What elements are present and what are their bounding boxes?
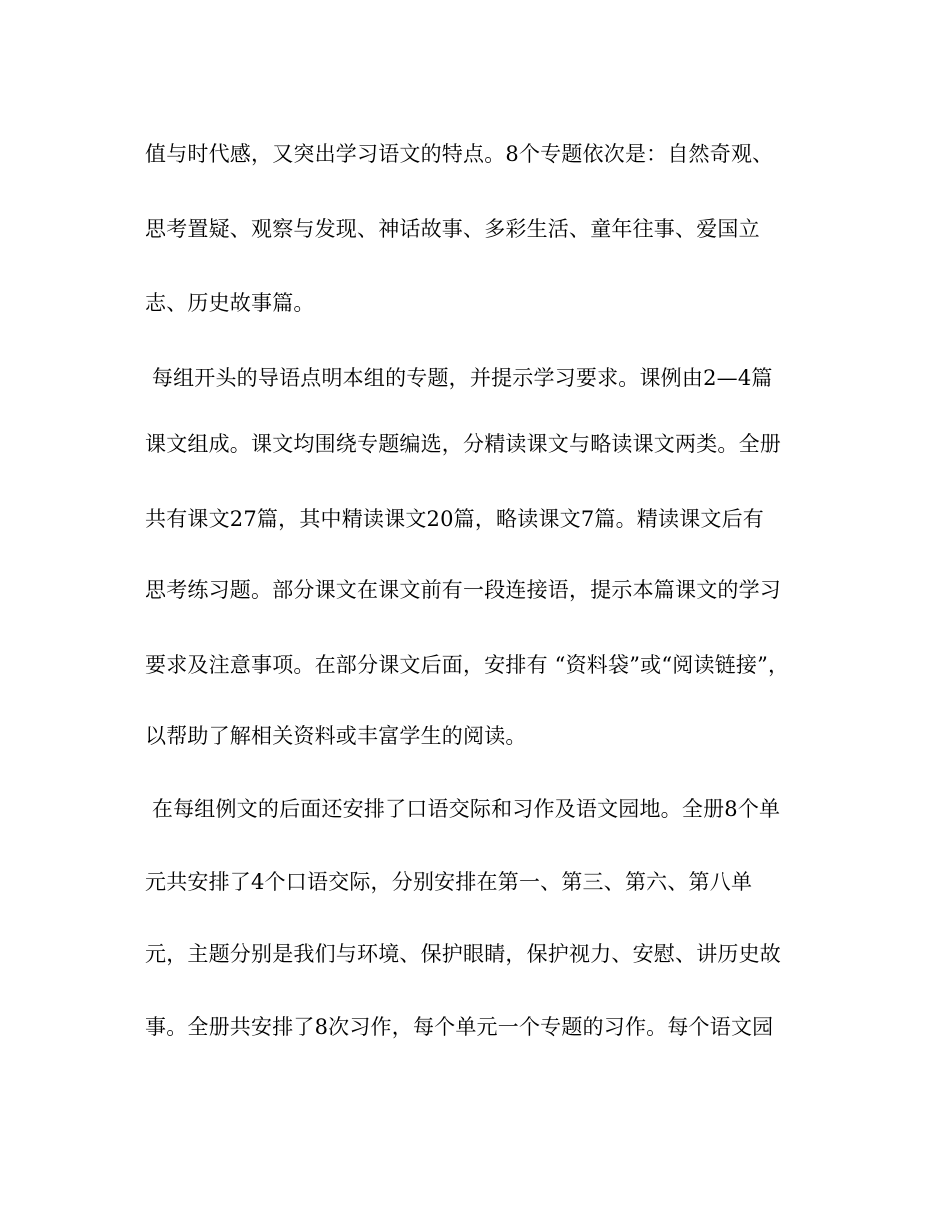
text-line: 元，主题分别是我们与环境、保护眼睛，保护视力、安慰、讲历史故 xyxy=(145,942,781,966)
text-line: 元共安排了4个口语交际，分别安排在第一、第三、第六、第八单 xyxy=(145,870,753,894)
text-line: 值与时代感，又突出学习语文的特点。8个专题依次是：自然奇观、 xyxy=(145,142,774,166)
text-line: 思考练习题。部分课文在课文前有一段连接语，提示本篇课文的学习 xyxy=(145,578,781,602)
text-line: 在每组例文的后面还安排了口语交际和习作及语文园地。全册8个单 xyxy=(145,797,781,821)
text-line: 事。全册共安排了8次习作，每个单元一个专题的习作。每个语文园 xyxy=(145,1015,774,1039)
text-line: 共有课文27篇，其中精读课文20篇，略读课文7篇。精读课文后有 xyxy=(145,507,765,531)
text-line: 每组开头的导语点明本组的专题，并提示学习要求。课例由2—4篇 xyxy=(145,366,773,390)
text-line: 要求及注意事项。在部分课文后面，安排有 “资料袋”或“阅读链接”， xyxy=(145,653,790,677)
text-line: 课文组成。课文均围绕专题编选，分精读课文与略读课文两类。全册 xyxy=(145,432,781,456)
text-line: 以帮助了解相关资料或丰富学生的阅读。 xyxy=(145,724,527,748)
text-line: 志、历史故事篇。 xyxy=(145,291,315,315)
text-line: 思考置疑、观察与发现、神话故事、多彩生活、童年往事、爱国立 xyxy=(145,217,760,241)
